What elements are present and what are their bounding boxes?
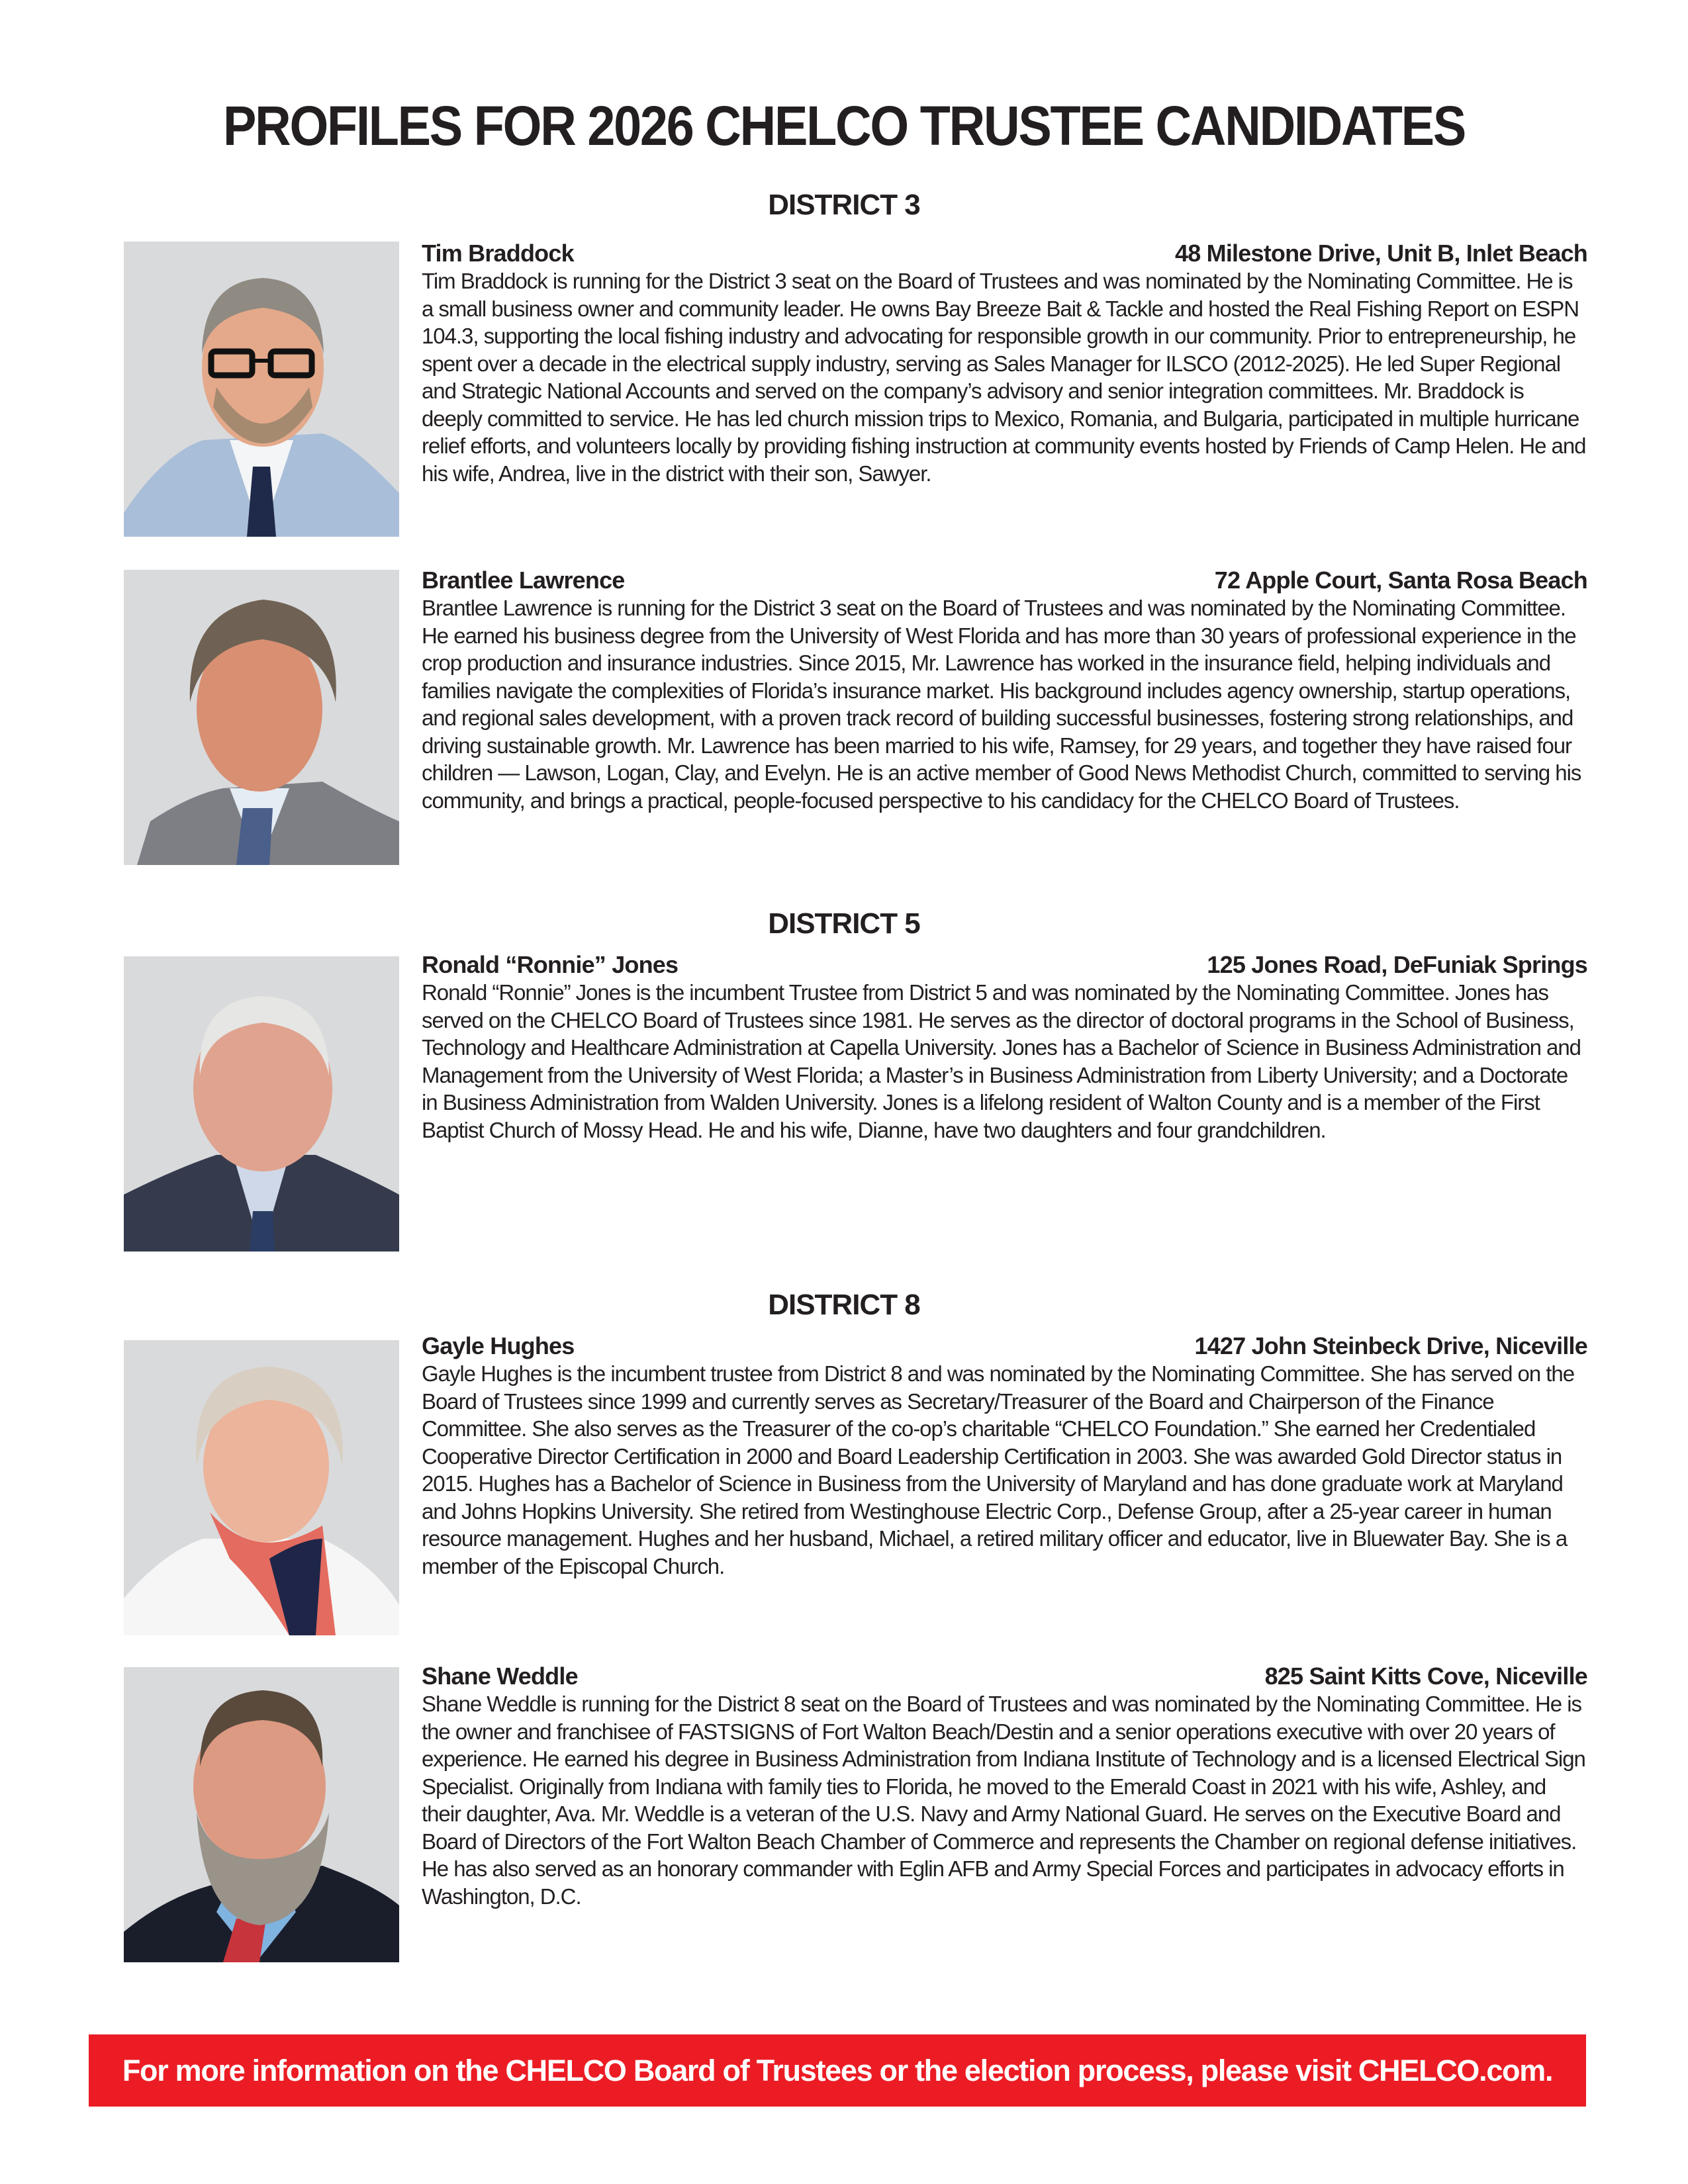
district-3-heading: DISTRICT 3 <box>768 189 920 221</box>
candidate-photo-brantlee-lawrence <box>124 570 399 865</box>
candidate-name: Shane Weddle <box>422 1662 578 1690</box>
page-title: PROFILES FOR 2026 CHELCO TRUSTEE CANDIDATES <box>222 95 1466 157</box>
candidate-bio: Gayle Hughes is the incumbent trustee from District 8 and was nominated by the Nominating Committee. She has served on the Board of Trustees since 1999 and currently serves as Secretary/Treasurer of the Board and Chairperson of the Finance Committee. She also serves as the Treasurer of the co-op’s charitable “CHELCO Foundation.” She earned her Credentialed Cooperative Director Certification in 2000 and Board Leadership Certification in 2003. She was awarded Gold Director status in 2015. Hughes has a Bachelor of Science in Business from the University of Maryland and has done graduate work at Maryland and Johns Hopkins University. She retired from Westinghouse Electric Corp., Defense Group, after a 25-year career in human resource management. Hughes and her husband, Michael, a retired military officer and educator, live in Bluewater Bay. She is a member of the Episcopal Church. <box>422 1361 1574 1578</box>
candidate-header <box>422 567 1587 594</box>
info-banner <box>89 2034 1586 2107</box>
portrait-man-glasses-icon <box>124 242 399 537</box>
candidate-name: Ronald “Ronnie” Jones <box>422 951 679 978</box>
candidate-header <box>422 1662 1587 1690</box>
candidate-header <box>422 951 1587 979</box>
candidate-profile-gayle-hughes <box>422 1332 1587 1580</box>
candidate-profile-ronald-jones <box>422 951 1587 1144</box>
portrait-woman-scarf-icon <box>124 1340 399 1635</box>
candidate-address: 1427 John Steinbeck Drive, Niceville <box>1194 1332 1587 1359</box>
candidate-photo-ronald-jones <box>124 956 399 1251</box>
candidate-profile-shane-weddle <box>422 1662 1587 1910</box>
candidate-address: 125 Jones Road, DeFuniak Springs <box>1207 951 1587 978</box>
candidate-photo-gayle-hughes <box>124 1340 399 1635</box>
candidate-name: Tim Braddock <box>422 240 574 267</box>
candidate-profile-tim-braddock <box>422 240 1587 487</box>
banner-text: For more information on the CHELCO Board of Trustees or the election process, please visit CHELCO.com. <box>122 2053 1553 2087</box>
portrait-man-striped-tie-icon <box>124 570 399 865</box>
candidate-header <box>422 1332 1587 1360</box>
candidate-name: Brantlee Lawrence <box>422 567 625 594</box>
candidate-profile-brantlee-lawrence <box>422 567 1587 814</box>
candidate-photo-tim-braddock <box>124 242 399 537</box>
candidate-bio: Shane Weddle is running for the District 8 seat on the Board of Trustees and was nominated by the Nominating Committee. He is the owner and franchisee of FASTSIGNS of Fort Walton Beach/Destin and a senior operations executive with over 20 years of experience. He earned his degree in Business Administration from Indiana Institute of Technology and is a licensed Electrical Sign Specialist. Originally from Indiana with family ties to Florida, he moved to the Emerald Coast in 2021 with his wife, Ashley, and their daughter, Ava. Mr. Weddle is a veteran of the U.S. Navy and Army National Guard. He serves on the Executive Board and Board of Directors of the Fort Walton Beach Chamber of Commerce and represents the Chamber on regional defense initiatives. He has also served as an honorary commander with Eglin AFB and Army Special Forces and participates in advocacy efforts in Washington, D.C. <box>422 1692 1585 1909</box>
candidate-address: 825 Saint Kitts Cove, Niceville <box>1264 1662 1587 1690</box>
candidate-bio: Ronald “Ronnie” Jones is the incumbent Trustee from District 5 and was nominated by the Nominating Committee. Jones has served on the CHELCO Board of Trustees since 1981. He serves as the director of doctoral programs in the School of Business, Technology and Healthcare Administration at Capella University. Jones has a Bachelor of Science in Business Administration and Management from the University of West Florida; a Master’s in Business Administration from Liberty University; and a Doctorate in Business Administration from Walden University. Jones is a lifelong resident of Walton County and is a member of the First Baptist Church of Mossy Head. He and his wife, Dianne, have two daughters and four grandchildren. <box>422 980 1581 1142</box>
candidate-name: Gayle Hughes <box>422 1332 575 1359</box>
district-5-heading: DISTRICT 5 <box>768 907 920 940</box>
candidate-address: 48 Milestone Drive, Unit B, Inlet Beach <box>1175 240 1587 267</box>
candidate-bio: Brantlee Lawrence is running for the District 3 seat on the Board of Trustees and was nominated by the Nominating Committee. He earned his business degree from the University of West Florida and has more than 30 years of professional experience in the crop production and insurance industries. Since 2015, Mr. Lawrence has worked in the insurance field, helping individuals and families navigate the complexities of Florida’s insurance market. His background includes agency ownership, startup operations, and regional sales development, with a proven track record of building successful businesses, fostering strong relationships, and driving sustainable growth. Mr. Lawrence has been married to his wife, Ramsey, for 29 years, and together they have raised four children — Lawson, Logan, Clay, and Evelyn. He is an active member of Good News Methodist Church, committed to serving his community, and brings a practical, people-focused perspective to his candidacy for the CHELCO Board of Trustees. <box>422 596 1581 813</box>
candidate-header <box>422 240 1587 267</box>
portrait-man-navy-suit-icon <box>124 956 399 1251</box>
candidate-bio: Tim Braddock is running for the District 3 seat on the Board of Trustees and was nominated by the Nominating Committee. He is a small business owner and community leader. He owns Bay Breeze Bait & Tackle and hosted the Real Fishing Report on ESPN 104.3, supporting the local fishing industry and advocating for responsible growth in our community. Prior to entrepreneurship, he spent over a decade in the electrical supply industry, serving as Sales Manager for ILSCO (2012-2025). He led Super Regional and Strategic National Accounts and served on the company’s advisory and senior integration committees. Mr. Braddock is deeply committed to service. He has led church mission trips to Mexico, Romania, and Bulgaria, participated in multiple hurricane relief efforts, and volunteers locally by providing fishing instruction at community events hosted by Friends of Camp Helen. He and his wife, Andrea, live in the district with their son, Sawyer. <box>422 269 1586 486</box>
portrait-man-beard-icon <box>124 1667 399 1962</box>
candidate-photo-shane-weddle <box>124 1667 399 1962</box>
candidate-address: 72 Apple Court, Santa Rosa Beach <box>1214 567 1587 594</box>
district-8-heading: DISTRICT 8 <box>768 1289 920 1321</box>
